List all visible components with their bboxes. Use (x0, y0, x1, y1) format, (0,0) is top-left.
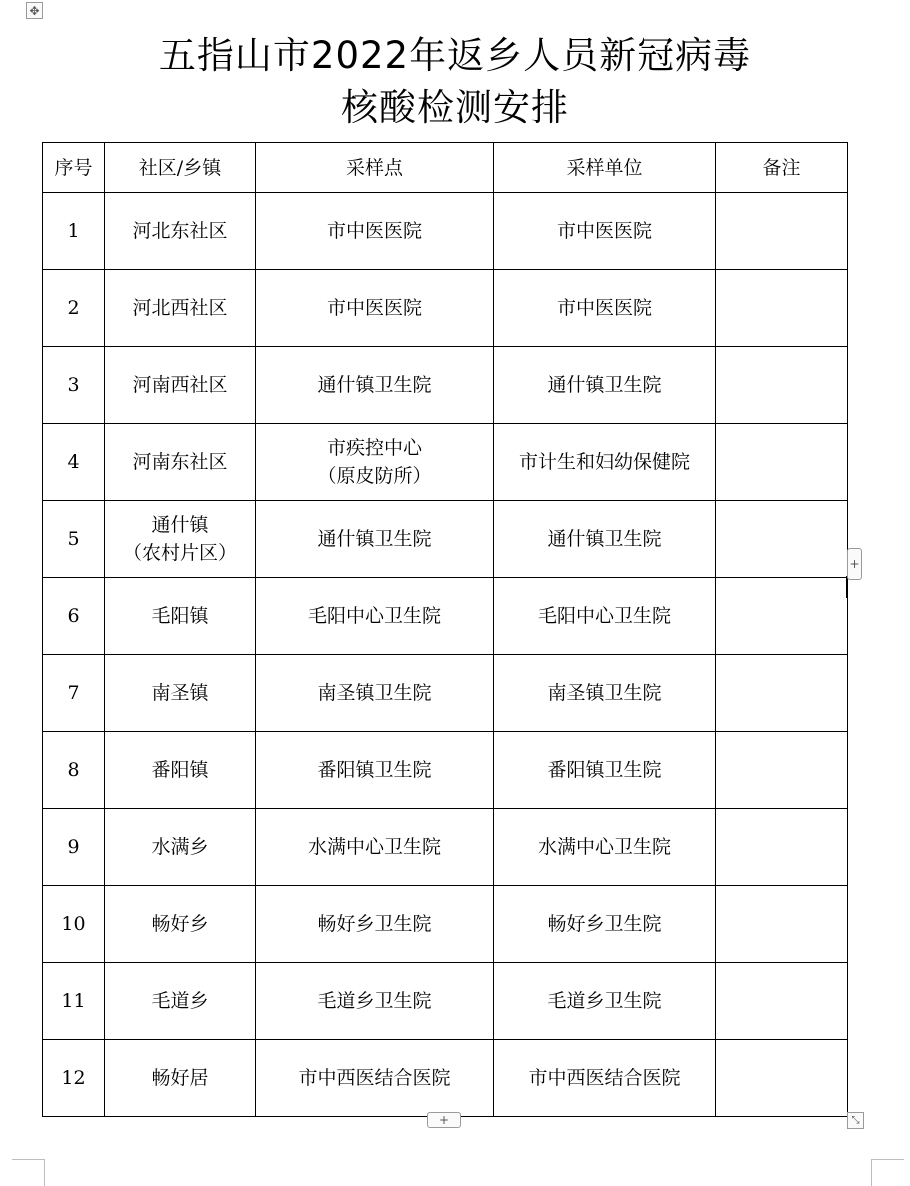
row-area[interactable] (105, 501, 256, 578)
row-area-text: 畅好居 (151, 1067, 209, 1089)
row-number-text: 11 (61, 990, 86, 1012)
row-area[interactable] (105, 578, 256, 655)
row-area-text: 河南西社区 (132, 374, 228, 396)
row-site-text: 市疾控中心 （原皮防所） (317, 437, 432, 487)
row-unit-text: 市计生和妇幼保健院 (518, 451, 690, 473)
row-area-text: 通什镇 （农村片区） (122, 514, 237, 564)
row-number[interactable] (43, 578, 105, 655)
row-note[interactable] (716, 886, 848, 963)
add-row-button[interactable] (427, 1112, 461, 1128)
table-header-row (43, 143, 848, 193)
row-site[interactable] (256, 655, 494, 732)
header-site[interactable]: 采样点 (256, 143, 494, 193)
row-unit[interactable] (494, 578, 716, 655)
add-column-button[interactable] (847, 548, 862, 580)
row-site[interactable] (256, 1040, 494, 1117)
header-no[interactable]: 序号 (43, 143, 105, 193)
row-unit-text: 水满中心卫生院 (537, 836, 671, 858)
row-site[interactable] (256, 193, 494, 270)
row-area[interactable] (105, 1040, 256, 1117)
row-site[interactable] (256, 732, 494, 809)
row-unit-text: 番阳镇卫生院 (547, 759, 662, 781)
table-resize-handle[interactable] (847, 1112, 864, 1129)
row-area[interactable] (105, 809, 256, 886)
table-move-handle[interactable] (26, 2, 43, 19)
row-site[interactable] (256, 963, 494, 1040)
row-number[interactable] (43, 347, 105, 424)
row-unit[interactable] (494, 963, 716, 1040)
row-note[interactable] (716, 655, 848, 732)
row-area-text: 毛道乡 (151, 990, 209, 1012)
title-line-2: 核酸检测安排 (341, 86, 569, 129)
table-row (43, 655, 848, 732)
row-area[interactable] (105, 655, 256, 732)
row-site[interactable] (256, 424, 494, 501)
row-note[interactable] (716, 193, 848, 270)
table-row (43, 501, 848, 578)
row-number[interactable] (43, 424, 105, 501)
row-unit-text: 市中医医院 (556, 220, 652, 242)
table-row (43, 424, 848, 501)
row-site-text: 市中医医院 (326, 220, 422, 242)
row-number-text: 6 (67, 605, 80, 627)
row-site-text: 通什镇卫生院 (317, 374, 432, 396)
row-site[interactable] (256, 578, 494, 655)
row-unit[interactable] (494, 501, 716, 578)
row-area[interactable] (105, 270, 256, 347)
row-unit[interactable] (494, 732, 716, 809)
row-number[interactable] (43, 501, 105, 578)
row-area-text: 毛阳镇 (151, 605, 209, 627)
row-site[interactable] (256, 347, 494, 424)
page-corner-mark-right (871, 1159, 904, 1186)
table-row (43, 963, 848, 1040)
table-row (43, 732, 848, 809)
row-area[interactable] (105, 963, 256, 1040)
row-area[interactable] (105, 347, 256, 424)
row-site[interactable] (256, 886, 494, 963)
row-number[interactable] (43, 1040, 105, 1117)
row-unit-text: 毛阳中心卫生院 (537, 605, 671, 627)
row-area[interactable] (105, 193, 256, 270)
table-row (43, 809, 848, 886)
document-title (0, 30, 910, 134)
header-unit[interactable]: 采样单位 (494, 143, 716, 193)
row-unit-text: 南圣镇卫生院 (547, 682, 662, 704)
row-number-text: 4 (67, 451, 80, 473)
row-number-text: 12 (61, 1067, 86, 1089)
row-note[interactable] (716, 347, 848, 424)
plus-icon: + (438, 1113, 450, 1127)
title-line-1: 五指山市2022年返乡人员新冠病毒 (158, 34, 752, 77)
row-note[interactable] (716, 732, 848, 809)
row-note[interactable] (716, 578, 848, 655)
plus-icon: + (849, 557, 860, 571)
row-area[interactable] (105, 886, 256, 963)
header-note[interactable]: 备注 (716, 143, 848, 193)
row-area-text: 南圣镇 (151, 682, 209, 704)
table-row (43, 886, 848, 963)
row-area-text: 水满乡 (151, 836, 209, 858)
row-unit-text: 市中西医结合医院 (528, 1067, 681, 1089)
row-site[interactable] (256, 501, 494, 578)
row-unit-text: 毛道乡卫生院 (547, 990, 662, 1012)
move-arrows-icon: ✥ (29, 3, 40, 18)
row-number[interactable] (43, 270, 105, 347)
row-number[interactable] (43, 655, 105, 732)
row-area-text: 河北东社区 (132, 220, 228, 242)
row-site[interactable] (256, 270, 494, 347)
row-number-text: 1 (67, 220, 80, 242)
resize-diagonal-icon: ⤡ (851, 1115, 860, 1126)
table-row (43, 1040, 848, 1117)
table-row (43, 347, 848, 424)
row-note[interactable] (716, 270, 848, 347)
row-unit[interactable] (494, 886, 716, 963)
page-corner-mark-left (12, 1159, 45, 1186)
row-number-text: 2 (67, 297, 80, 319)
row-number-text: 10 (61, 913, 86, 935)
row-site-text: 水满中心卫生院 (307, 836, 441, 858)
row-area[interactable] (105, 732, 256, 809)
row-unit[interactable] (494, 347, 716, 424)
row-note[interactable] (716, 424, 848, 501)
row-unit-text: 市中医医院 (556, 297, 652, 319)
row-number[interactable] (43, 809, 105, 886)
row-number[interactable] (43, 886, 105, 963)
row-area[interactable] (105, 424, 256, 501)
row-unit[interactable] (494, 655, 716, 732)
row-note[interactable] (716, 1040, 848, 1117)
row-unit-text: 畅好乡卫生院 (547, 913, 662, 935)
row-unit[interactable] (494, 1040, 716, 1117)
row-unit-text: 通什镇卫生院 (547, 374, 662, 396)
row-area-text: 河北西社区 (132, 297, 228, 319)
row-unit[interactable] (494, 193, 716, 270)
row-site-text: 毛道乡卫生院 (317, 990, 432, 1012)
row-number[interactable] (43, 193, 105, 270)
row-area-text: 河南东社区 (132, 451, 228, 473)
row-number-text: 8 (67, 759, 80, 781)
row-note[interactable] (716, 963, 848, 1040)
row-site-text: 毛阳中心卫生院 (307, 605, 441, 627)
table-row (43, 270, 848, 347)
row-unit-text: 通什镇卫生院 (547, 528, 662, 550)
row-number[interactable] (43, 963, 105, 1040)
row-number-text: 7 (67, 682, 80, 704)
row-number-text: 9 (67, 836, 80, 858)
table-row (43, 578, 848, 655)
row-note[interactable] (716, 501, 848, 578)
row-area-text: 番阳镇 (151, 759, 209, 781)
table-row (43, 193, 848, 270)
row-area-text: 畅好乡 (151, 913, 209, 935)
row-unit[interactable] (494, 809, 716, 886)
header-area[interactable]: 社区/乡镇 (105, 143, 256, 193)
row-site-text: 畅好乡卫生院 (317, 913, 432, 935)
schedule-table (42, 142, 848, 1117)
row-note[interactable] (716, 809, 848, 886)
row-unit[interactable] (494, 270, 716, 347)
row-site-text: 市中医医院 (326, 297, 422, 319)
row-number-text: 5 (67, 528, 80, 550)
row-site-text: 市中西医结合医院 (298, 1067, 451, 1089)
row-number-text: 3 (67, 374, 80, 396)
row-site-text: 番阳镇卫生院 (317, 759, 432, 781)
row-number[interactable] (43, 732, 105, 809)
row-site-text: 通什镇卫生院 (317, 528, 432, 550)
row-site[interactable] (256, 809, 494, 886)
row-unit[interactable] (494, 424, 716, 501)
row-site-text: 南圣镇卫生院 (317, 682, 432, 704)
